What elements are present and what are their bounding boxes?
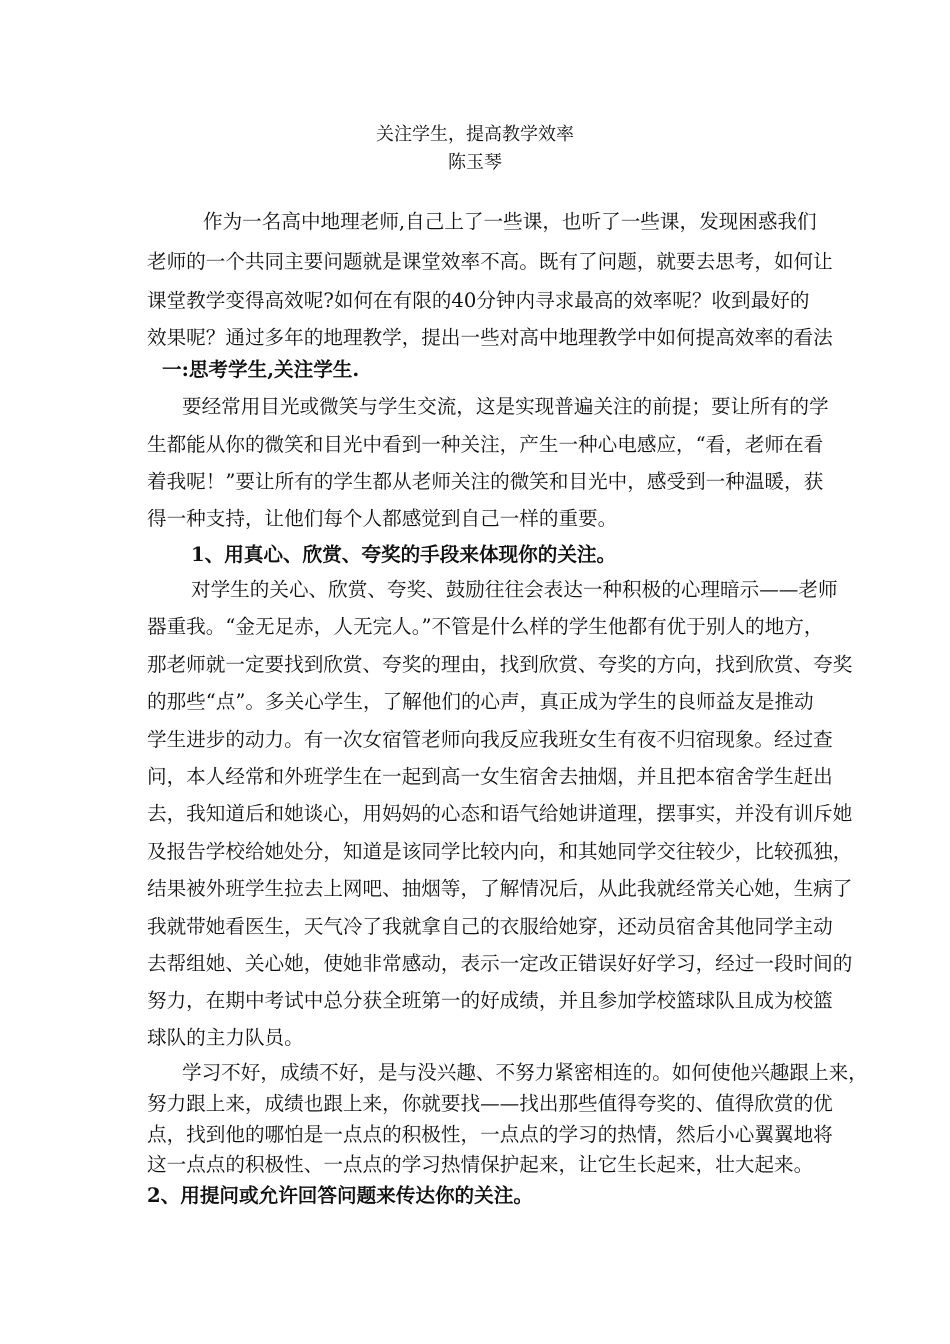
- paragraph-line: 及报告学校给她处分，知道是该同学比较内向，和其她同学交往较少，比较孤独，: [147, 840, 853, 863]
- paragraph-line: 问，本人经常和外班学生在一起到高一女生宿舍去抽烟，并且把本宿舍学生赶出: [147, 765, 833, 788]
- paragraph-line: 结果被外班学生拉去上网吧、抽烟等，了解情况后，从此我就经常关心她，生病了: [147, 877, 853, 900]
- paragraph-line: 要经常用目光或微笑与学生交流，这是实现普遍关注的前提；要让所有的学: [182, 395, 829, 418]
- paragraph-line: 努力跟上来，成绩也跟上来，你就要找——找出那些值得夸奖的、值得欣赏的优: [147, 1092, 833, 1115]
- paragraph-line: 球队的主力队员。: [147, 1026, 304, 1049]
- paragraph-line: 效果呢？通过多年的地理教学，提出一些对高中地理教学中如何提高效率的看法: [147, 326, 833, 349]
- paragraph-line: 着我呢！”要让所有的学生都从老师关注的微笑和目光中，感受到一种温暖，获: [147, 470, 824, 493]
- section-heading: 一:思考学生,关注学生.: [162, 358, 360, 381]
- document-author: 陈玉琴: [448, 152, 502, 173]
- paragraph-line: 去帮组她、关心她，使她非常感动，表示一定改正错误好好学习，经过一段时间的: [147, 952, 853, 975]
- paragraph-line: 生都能从你的微笑和目光中看到一种关注，产生一种心电感应，“看，老师在看: [147, 433, 824, 456]
- subsection-heading: 1、用真心、欣赏、夸奖的手段来体现你的关注。: [191, 543, 617, 566]
- paragraph-line: 努力，在期中考试中总分获全班第一的好成绩，并且参加学校篮球队且成为校篮: [147, 989, 833, 1012]
- subsection-heading: 2、用提问或允许回答问题来传达你的关注。: [147, 1184, 533, 1207]
- paragraph-line: 我就带她看医生，天气冷了我就拿自己的衣服给她穿，还动员宿舍其他同学主动: [147, 915, 833, 938]
- paragraph-line: 学生进步的动力。有一次女宿管老师向我反应我班女生有夜不归宿现象。经过查: [147, 728, 833, 751]
- paragraph-line: 去，我知道后和她谈心，用妈妈的心态和语气给她讲道理，摆事实，并没有训斥她: [147, 802, 853, 825]
- paragraph-line: 作为一名高中地理老师,自己上了一些课，也听了一些课，发现困惑我们: [203, 210, 817, 233]
- paragraph-line: 学习不好，成绩不好，是与没兴趣、不努力紧密相连的。如何使他兴趣跟上来，: [182, 1061, 868, 1084]
- paragraph-line: 老师的一个共同主要问题就是课堂效率不高。既有了问题，就要去思考，如何让: [147, 250, 833, 273]
- paragraph-line: 这一点点的积极性、一点点的学习热情保护起来，让它生长起来，壮大起来。: [147, 1153, 814, 1176]
- document-title: 关注学生，提高教学效率: [376, 124, 574, 145]
- paragraph-line: 器重我。“金无足赤，人无完人。”不管是什么样的学生他都有优于别人的地方，: [147, 615, 824, 638]
- paragraph-line: 点，找到他的哪怕是一点点的积极性，一点点的学习的热情，然后小心翼翼地将: [147, 1123, 833, 1146]
- paragraph-line: 对学生的关心、欣赏、夸奖、鼓励往往会表达一种积极的心理暗示——老师: [191, 578, 838, 601]
- paragraph-line: 得一种支持，让他们每个人都感觉到自己一样的重要。: [147, 507, 618, 530]
- paragraph-line: 那老师就一定要找到欣赏、夸奖的理由，找到欣赏、夸奖的方向，找到欣赏、夸奖: [147, 653, 853, 676]
- paragraph-line: 课堂教学变得高效呢?如何在有限的40分钟内寻求最高的效率呢？收到最好的: [147, 289, 810, 312]
- paragraph-line: 的那些“点”。多关心学生，了解他们的心声，真正成为学生的良师益友是推动: [147, 690, 814, 713]
